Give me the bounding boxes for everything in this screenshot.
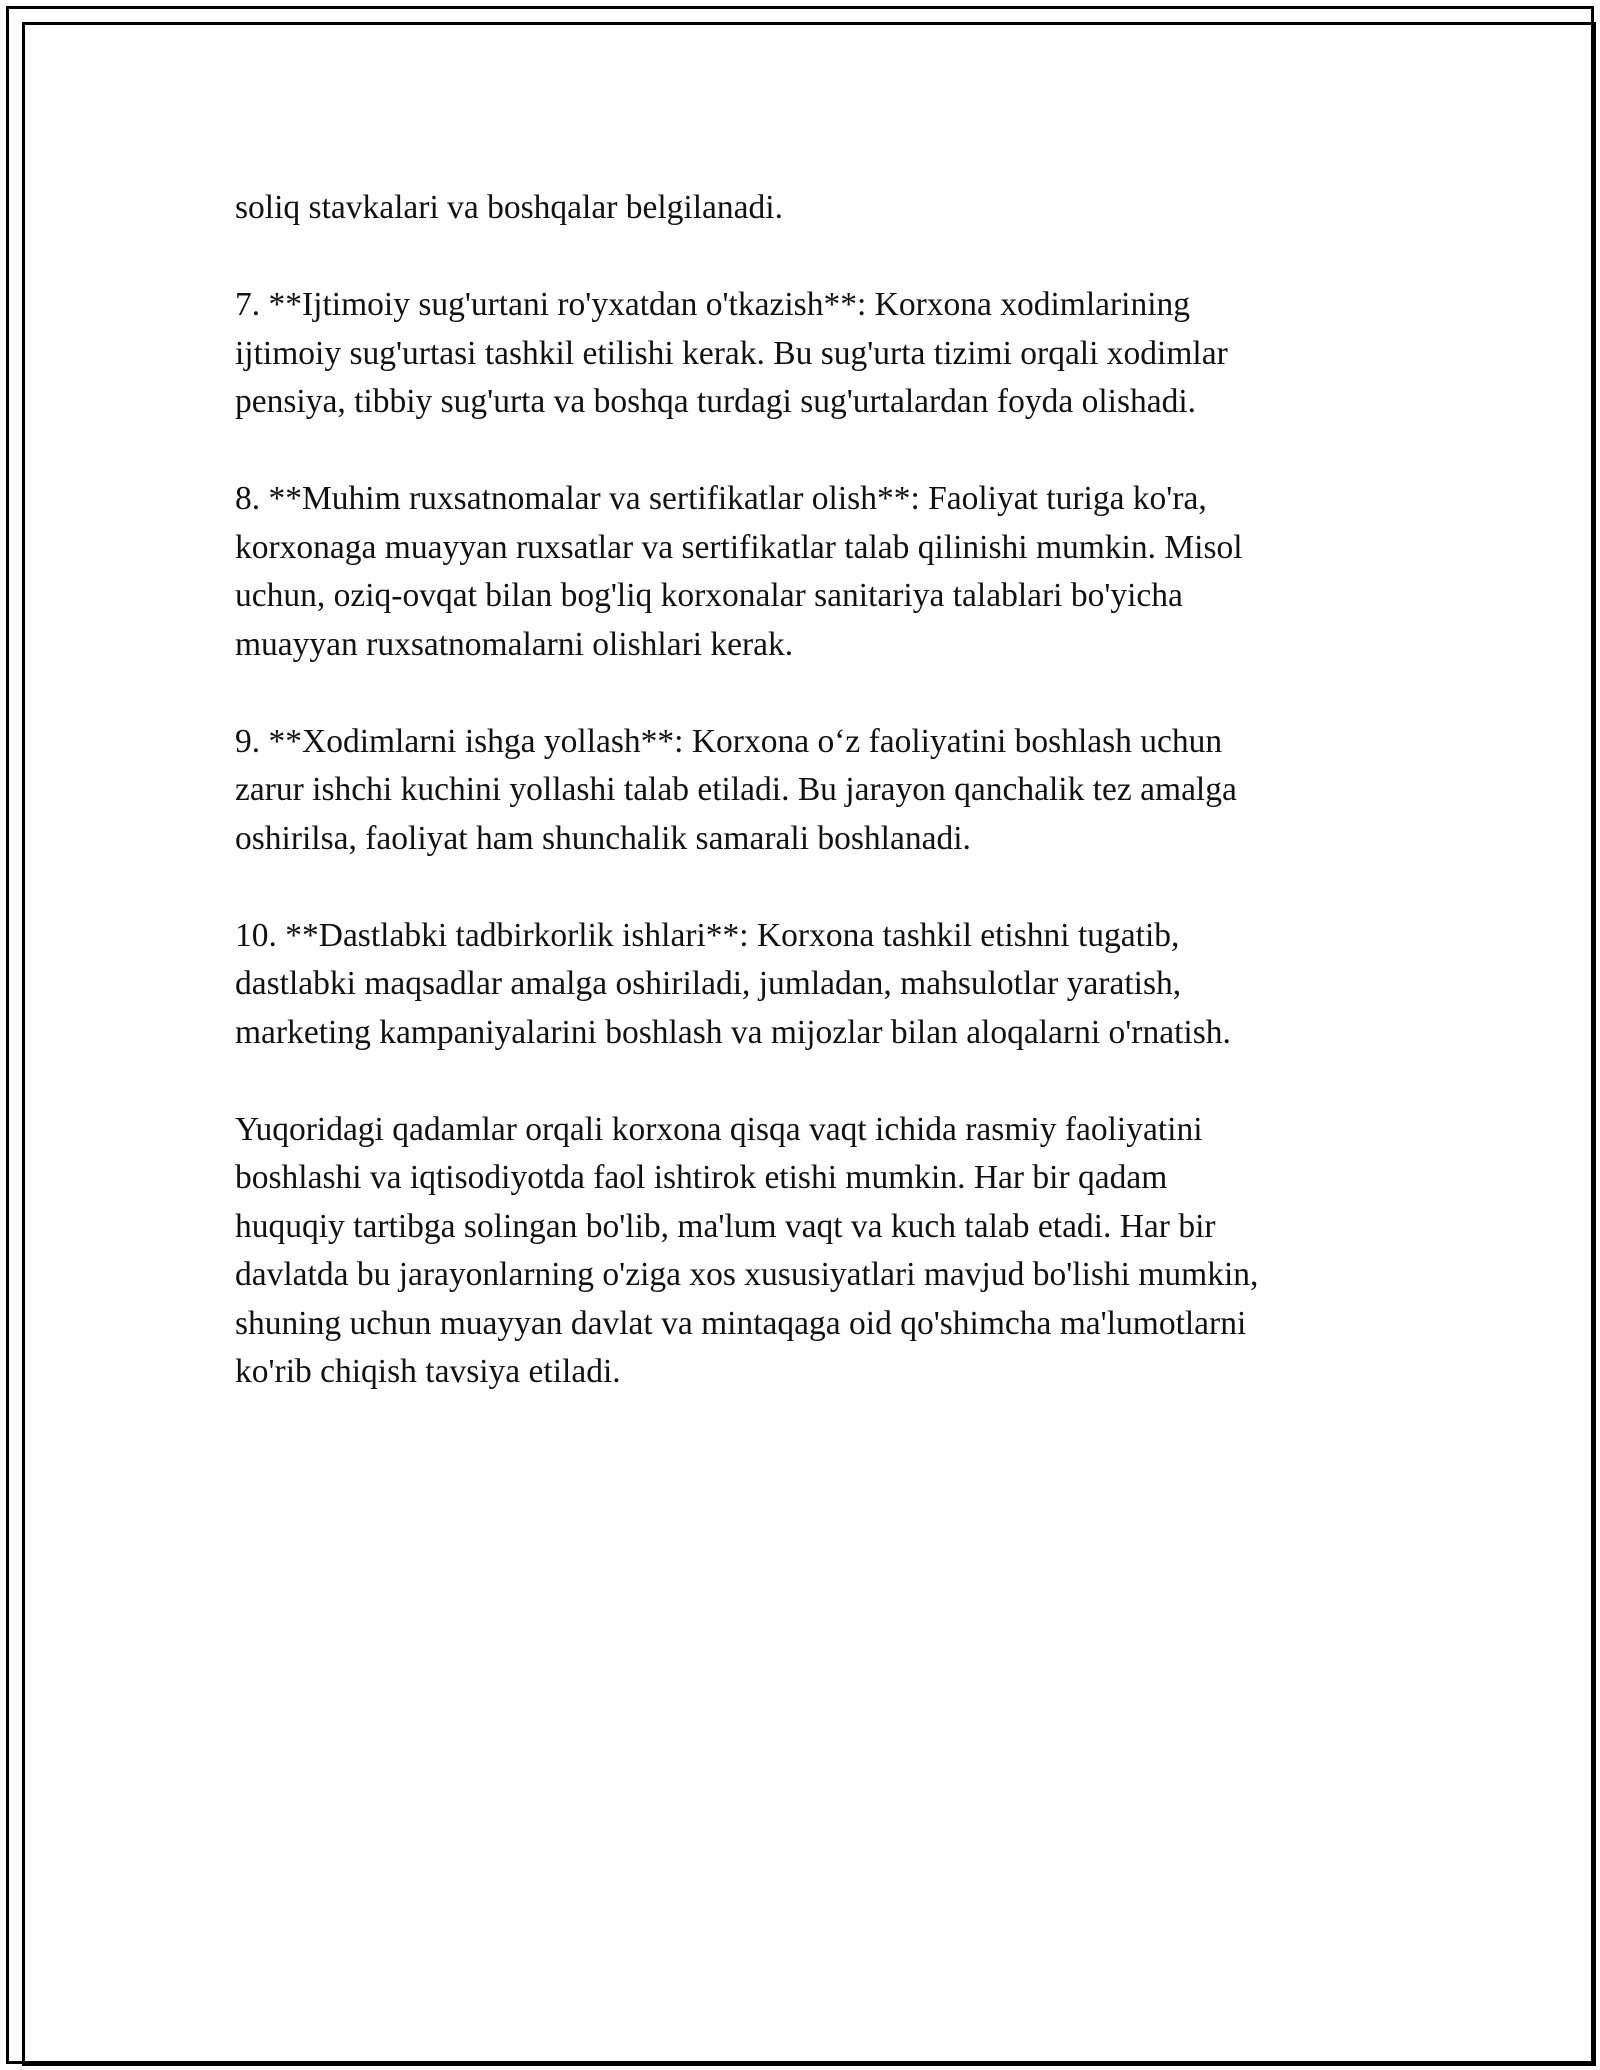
text-line: ko'rib chiqish tavsiya etiladi.	[235, 1353, 621, 1390]
text-line: muayyan ruxsatnomalarni olishlari kerak.	[235, 625, 794, 663]
text-line: shuning uchun muayyan davlat va mintaqaga oid qo'shimcha ma'lumotlarni	[235, 1304, 1247, 1342]
text-line: 10. **Dastlabki tadbirkorlik ishlari**: Korxona tashkil etishni tugatib,	[235, 916, 1180, 954]
text-line: uchun, oziq-ovqat bilan bog'liq korxonalar sanitariya talablari bo'yicha	[235, 577, 1183, 614]
text-line: soliq stavkalari va boshqalar belgilanadi.	[235, 189, 783, 226]
text-line: zarur ishchi kuchini yollashi talab etiladi. Bu jarayon qanchalik tez amalga	[235, 771, 1237, 808]
paragraph-item-7	[235, 281, 1375, 427]
text-line: 9. **Xodimlarni ishga yollash**: Korxona o‘z faoliyatini boshlash uchun	[235, 722, 1223, 760]
text-line: huquqiy tartibga solingan bo'lib, ma'lum vaqt va kuch talab etadi. Har bir	[235, 1207, 1216, 1245]
text-line: marketing kampaniyalarini boshlash va mijozlar bilan aloqalarni o'rnatish.	[235, 1013, 1231, 1051]
paragraph-continuation	[235, 184, 1375, 233]
paragraph-conclusion	[235, 1106, 1375, 1397]
text-line: boshlashi va iqtisodiyotda faol ishtirok etishi mumkin. Har bir qadam	[235, 1159, 1168, 1196]
text-line: korxonaga muayyan ruxsatlar va sertifikatlar talab qilinishi mumkin. Misol	[235, 528, 1243, 566]
text-line: 8. **Muhim ruxsatnomalar va sertifikatlar olish**: Faoliyat turiga ko'ra,	[235, 480, 1207, 517]
text-line: pensiya, tibbiy sug'urta va boshqa turdagi sug'urtalardan foyda olishadi.	[235, 383, 1197, 420]
text-line: 7. **Ijtimoiy sug'urtani ro'yxatdan o'tkazish**: Korxona xodimlarining	[235, 286, 1191, 323]
text-line: oshirilsa, faoliyat ham shunchalik samarali boshlanadi.	[235, 819, 971, 857]
text-line: dastlabki maqsadlar amalga oshiriladi, jumladan, mahsulotlar yaratish,	[235, 965, 1182, 1002]
text-line: davlatda bu jarayonlarning o'ziga xos xususiyatlari mavjud bo'lishi mumkin,	[235, 1256, 1259, 1293]
text-line: Yuqoridagi qadamlar orqali korxona qisqa vaqt ichida rasmiy faoliyatini	[235, 1110, 1203, 1148]
document-body	[235, 184, 1375, 1445]
paragraph-item-10	[235, 912, 1375, 1058]
text-line: ijtimoiy sug'urtasi tashkil etilishi kerak. Bu sug'urta tizimi orqali xodimlar	[235, 334, 1228, 372]
paragraph-item-8	[235, 475, 1375, 669]
paragraph-item-9	[235, 718, 1375, 864]
